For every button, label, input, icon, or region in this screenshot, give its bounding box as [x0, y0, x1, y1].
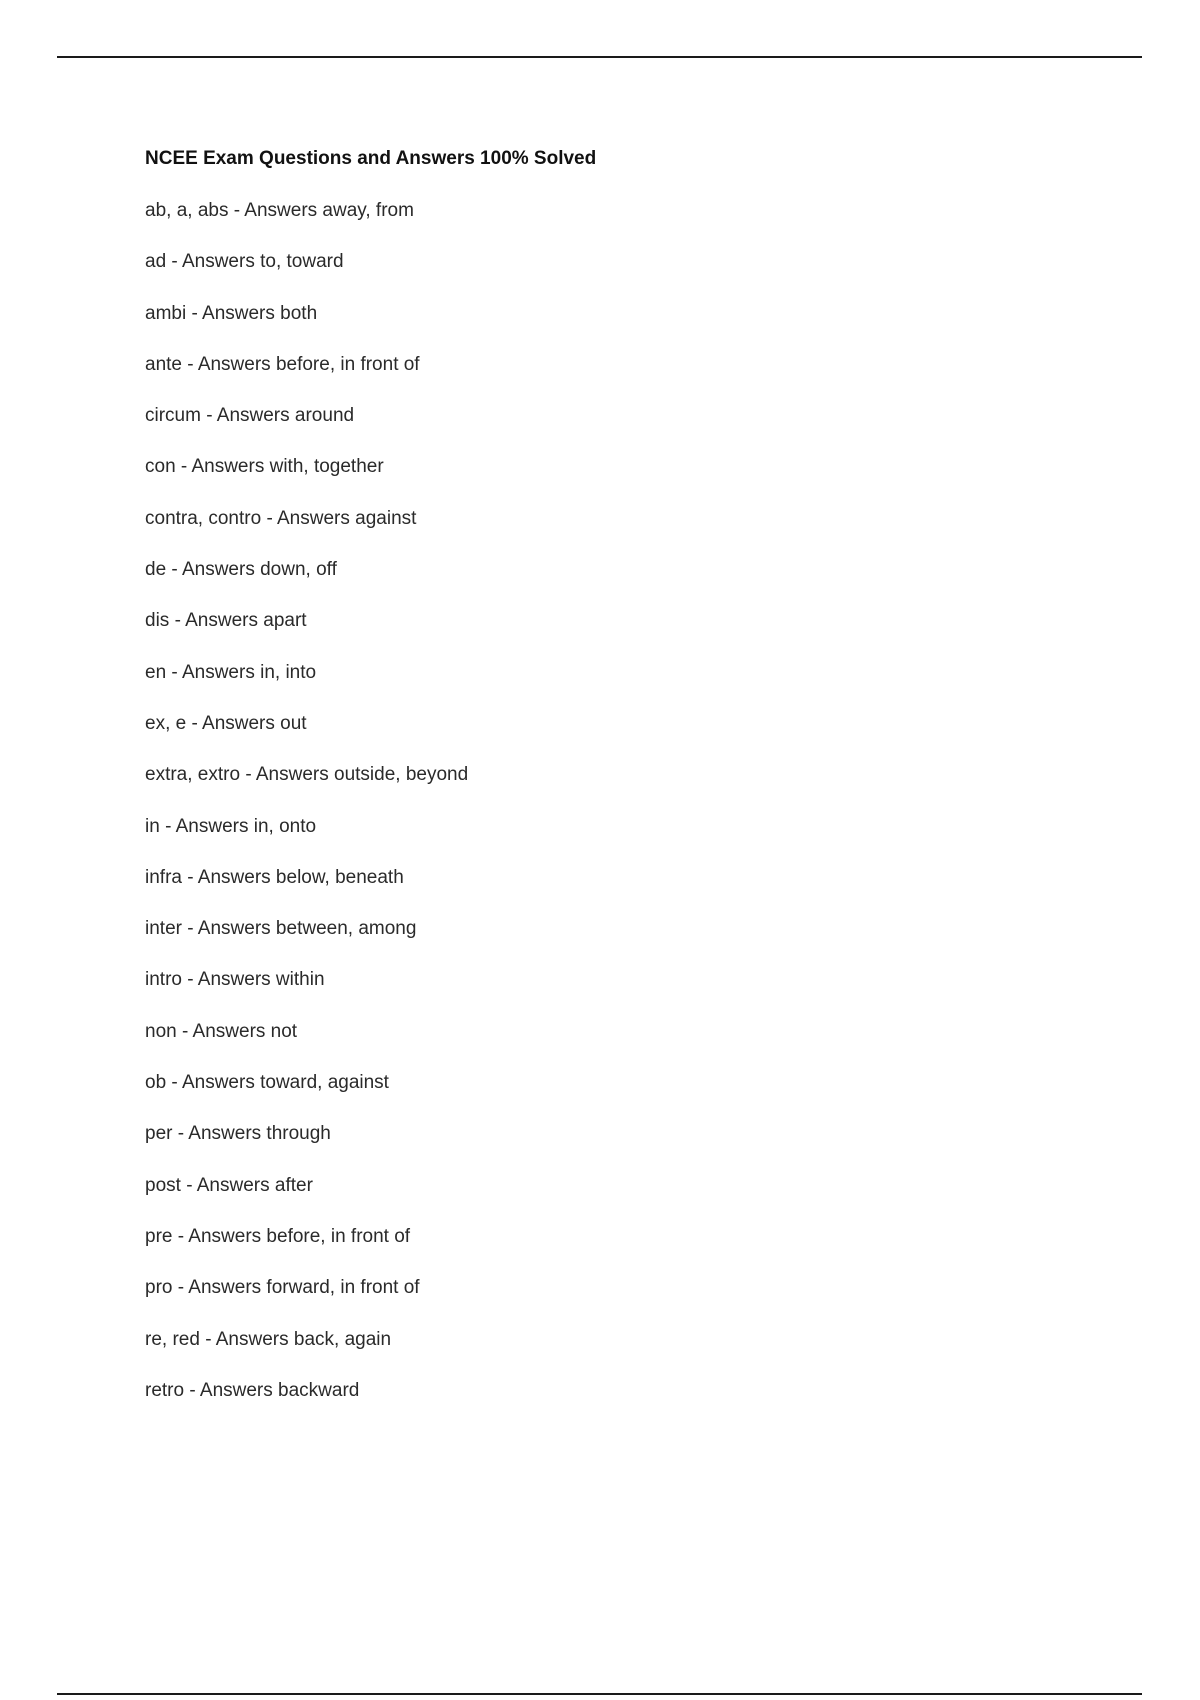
- list-item: inter - Answers between, among: [145, 918, 417, 940]
- list-item: ante - Answers before, in front of: [145, 353, 420, 375]
- list-item: en - Answers in, into: [145, 661, 317, 683]
- list-item: ex, e - Answers out: [145, 712, 307, 734]
- list-item: ab, a, abs - Answers away, from: [145, 200, 414, 221]
- list-item: non - Answers not: [145, 1020, 298, 1042]
- document-body: [145, 143, 1045, 1426]
- list-item: ad - Answers to, toward: [145, 251, 344, 273]
- list-item: ambi - Answers both: [145, 302, 318, 324]
- header-rule: [57, 56, 1142, 58]
- list-item: con - Answers with, together: [145, 456, 384, 478]
- document-title: NCEE Exam Questions and Answers 100% Solved: [145, 148, 597, 169]
- list-item: infra - Answers below, beneath: [145, 866, 404, 888]
- list-item: contra, contro - Answers against: [145, 507, 417, 529]
- list-item: per - Answers through: [145, 1123, 331, 1145]
- entry-list: [145, 195, 1045, 1407]
- list-item: circum - Answers around: [145, 405, 355, 427]
- list-item: extra, extro - Answers outside, beyond: [145, 764, 469, 786]
- list-item: intro - Answers within: [145, 969, 325, 991]
- footer-rule: [57, 1693, 1142, 1695]
- list-item: retro - Answers backward: [145, 1379, 360, 1401]
- list-item: dis - Answers apart: [145, 610, 307, 632]
- list-item: re, red - Answers back, again: [145, 1328, 392, 1350]
- list-item: in - Answers in, onto: [145, 815, 317, 837]
- list-item: pre - Answers before, in front of: [145, 1225, 411, 1247]
- list-item: pro - Answers forward, in front of: [145, 1277, 420, 1299]
- list-item: de - Answers down, off: [145, 559, 337, 581]
- list-item: ob - Answers toward, against: [145, 1072, 389, 1094]
- list-item: post - Answers after: [145, 1174, 313, 1196]
